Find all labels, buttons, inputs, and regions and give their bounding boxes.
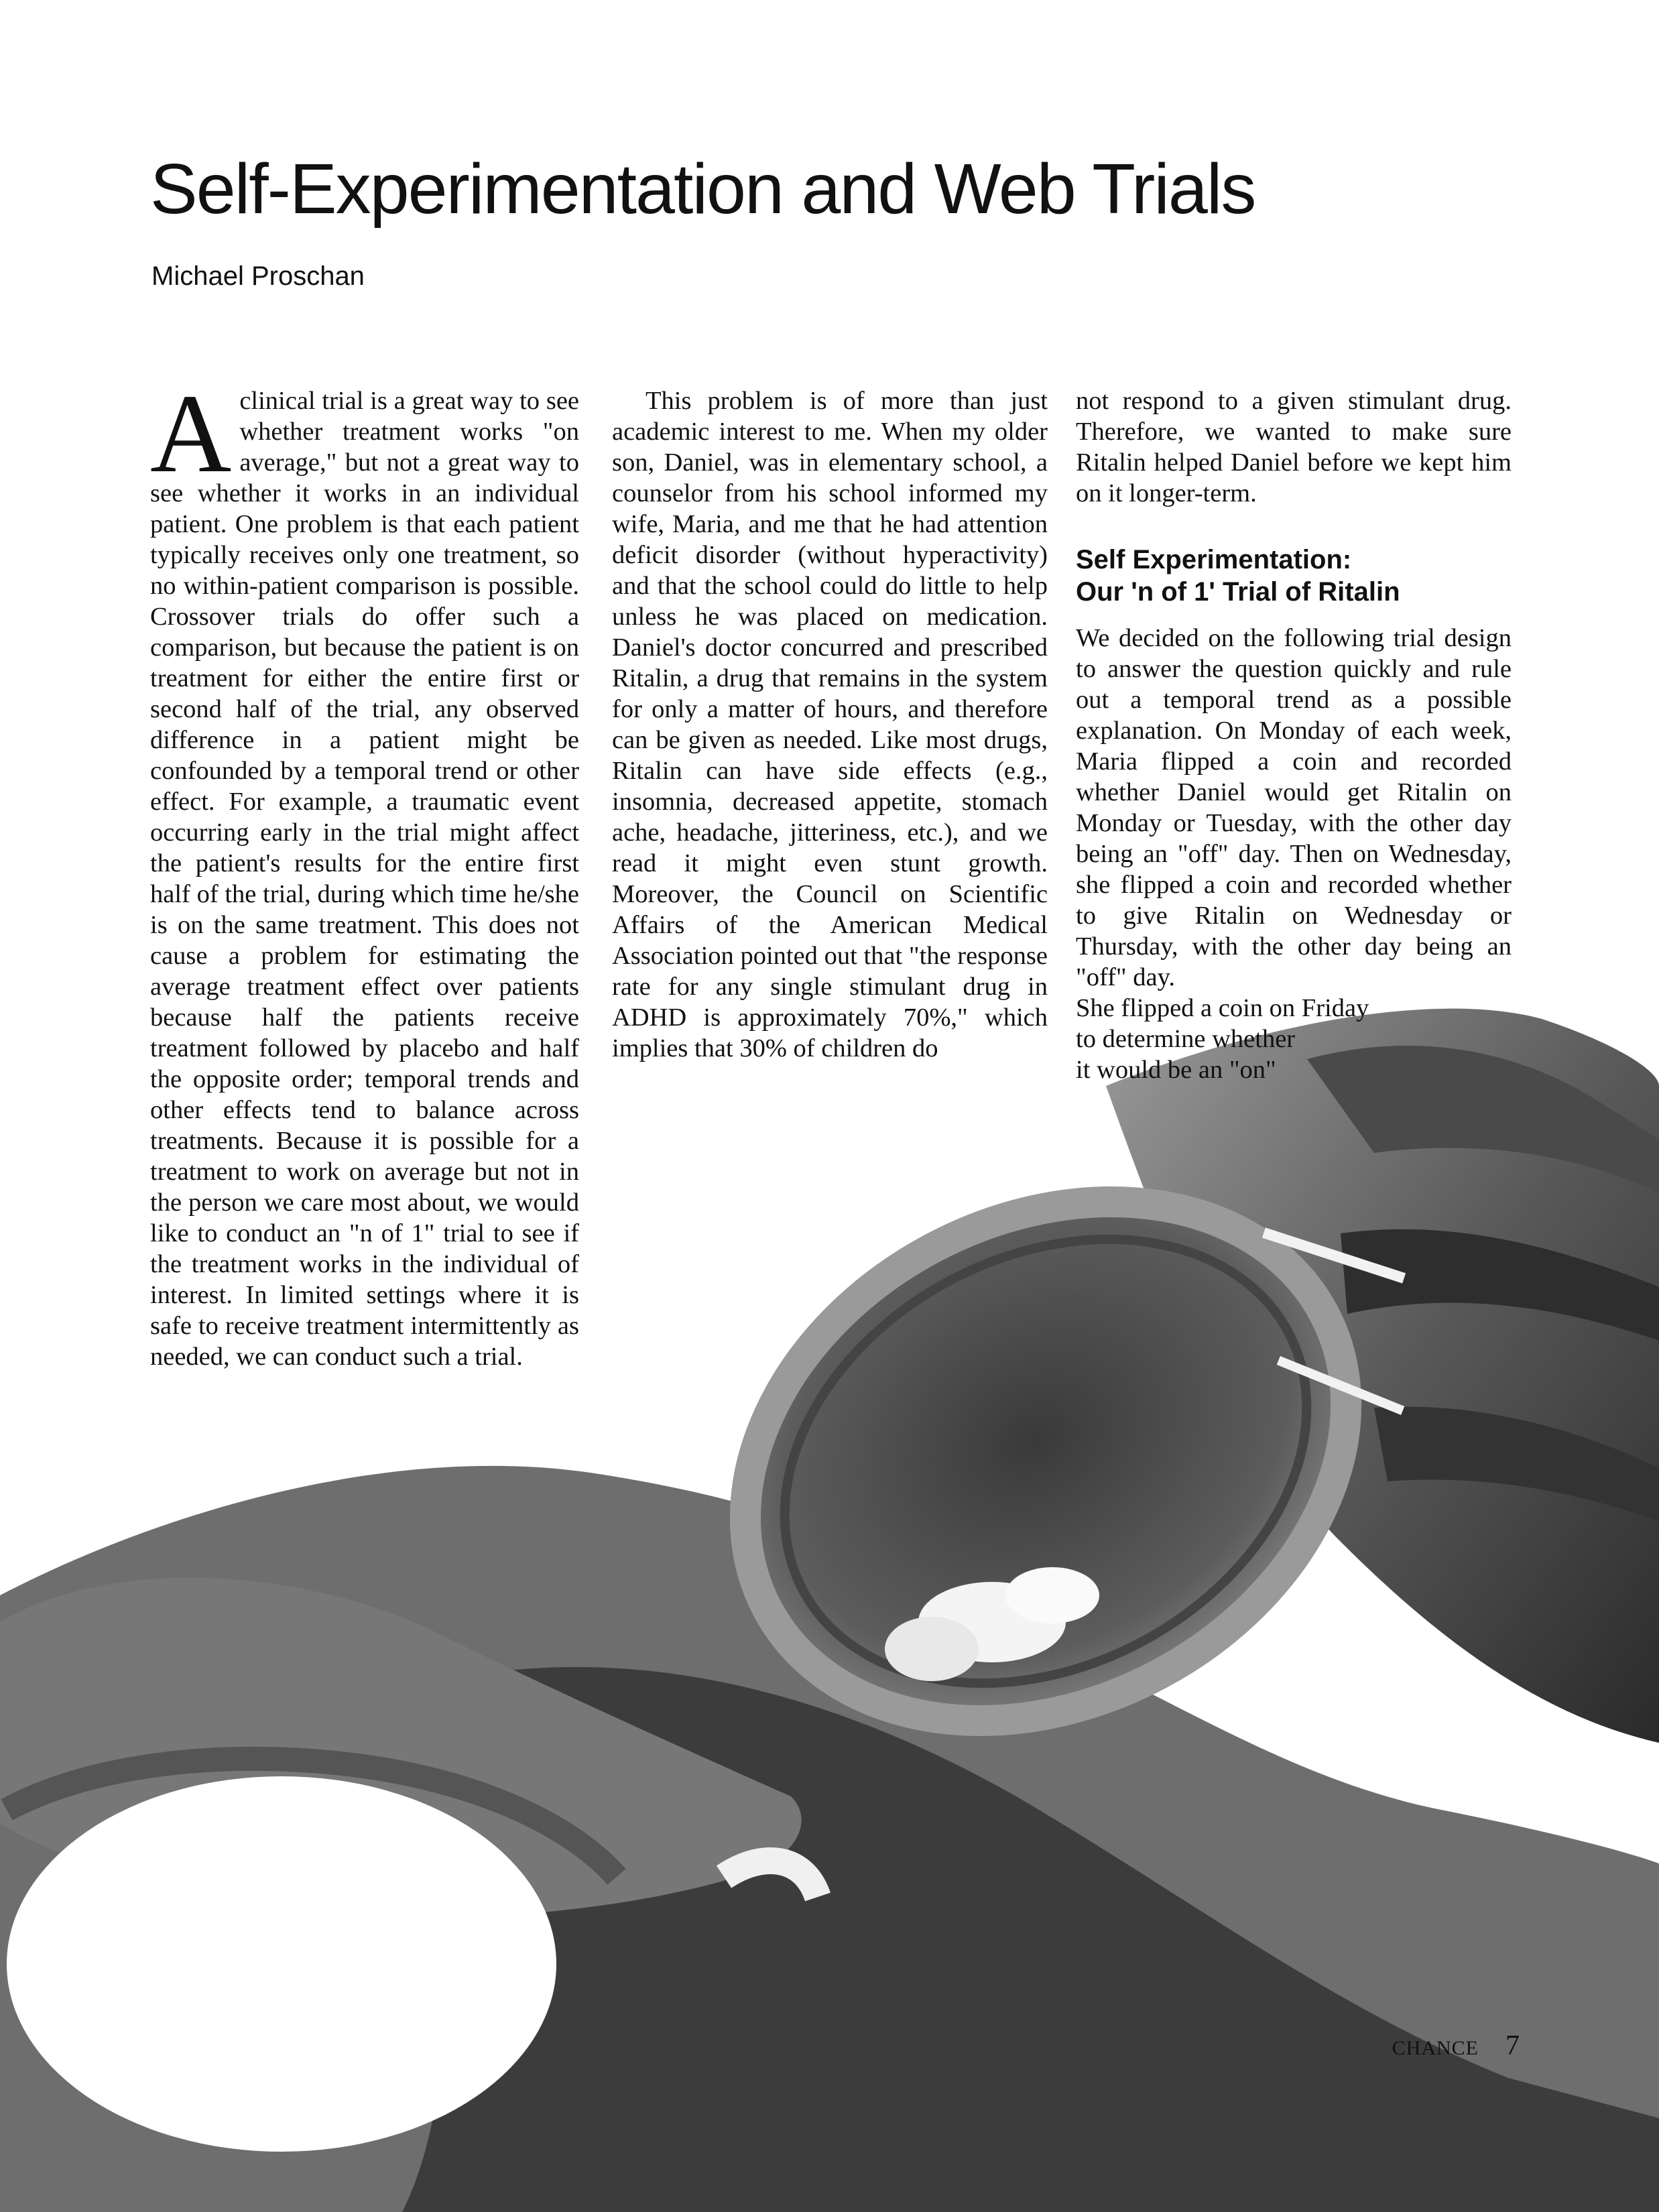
intro-text: clinical trial is a great way to see whether treatment works "on average," but not a great way to see whether it works in an individual patient. One problem is that each patient typically receives only one treatment, so no within-patient comparison is possible. Crossover trials do offer such a comparison, but because the patient is on treatment for either the entire first or second half of the trial, any observed difference in a patient might be confounded by a temporal trend or other effect. For example, a traumatic event occurring early in the trial might affect the patient's results for the entire first half of the trial, during which time he/she is on the same treatment. This does not cause a problem for estimating the average treatment effect over patients because half the patients receive treatment followed by placebo and half the opposite order; temporal trends and other effects tend to balance across treatments. Because it is possible for a treatment to work on average but not in the person we care most about, we would like to conduct an "n of 1" trial to see if the treatment works in the individual of interest. In limited settings where it is safe to receive treatment intermittently as needed, we can conduct such a trial. [150,387,579,1371]
page-number: 7 [1506,2030,1520,2061]
section-heading-line-2: Our 'n of 1' Trial of Ritalin [1076,577,1400,607]
drop-cap: A [150,371,232,496]
journal-name: CHANCE [1392,2037,1479,2059]
author-name: Michael Proschan [151,261,365,291]
section-heading-line-1: Self Experimentation: [1076,545,1352,574]
column-3-continuation: not respond to a given stimulant drug. Therefore, we wanted to make sure Ritalin helped Daniel before we kept him on it longer-term. [1076,387,1512,507]
section-body-line: She flipped a coin on Friday [1076,994,1369,1022]
section-heading [1076,544,1512,608]
page-footer [1392,2030,1520,2062]
article-title: Self-Experimentation and Web Trials [150,149,1255,229]
column-2-paragraph: This problem is of more than just academic interest to me. When my older son, Daniel, was in elementary school, a counselor from his school informed my wife, Maria, and me that he had attention deficit disorder (without hyperactivity) and that the school could do little to help unless he was placed on medication. Daniel's doctor concurred and prescribed Ritalin, a drug that remains in the system for only a matter of hours, and therefore can be given as needed. Like most drugs, Ritalin can have side effects (e.g., insomnia, decreased appetite, stomach ache, headache, jitteriness, etc.), and we read it might even stunt growth. Moreover, the Council on Scientific Affairs of the American Medical Association pointed out that "the response rate for any single stimulant drug in ADHD is approximately 70%," which implies that 30% of children do [612,387,1048,1062]
section-body-line: it would be an "on" [1076,1056,1276,1084]
column-2 [612,385,1048,1064]
column-1 [150,371,579,1372]
section-body: We decided on the following trial design to answer the question quickly and rule out a temporal trend as a possible explanation. On Monday of each week, Maria flipped a coin and recorded whether Daniel would get Ritalin on Monday or Tuesday, with the other day being an "off" day. Then on Wednesday, she flipped a coin and recorded whether to give Ritalin on Wednesday or Thursday, with the other day being an "off" day. [1076,624,1512,991]
intro-paragraph [150,371,579,1372]
section-body-line: to determine whether [1076,1025,1296,1053]
column-3 [1076,385,1512,1085]
